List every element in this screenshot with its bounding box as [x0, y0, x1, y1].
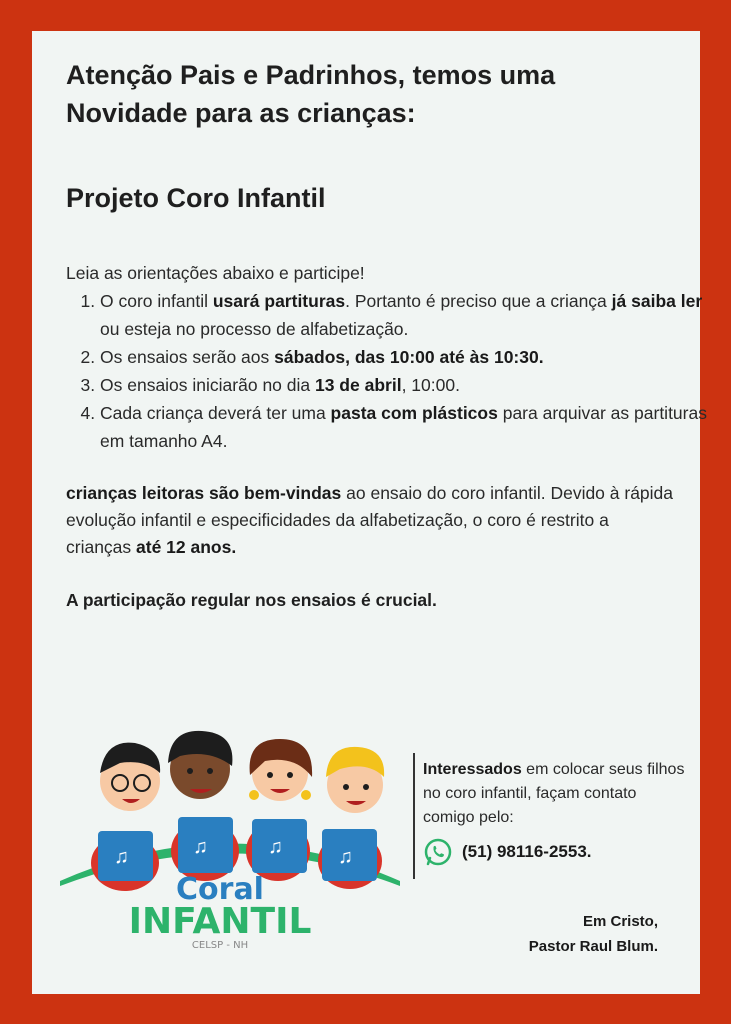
- rule-item: 1. O coro infantil usará partituras. Portanto é preciso que a criança já saiba ler ou esteja no processo de alfabetização.: [100, 287, 710, 343]
- intro-text: Leia as orientações abaixo e participe!: [66, 263, 365, 283]
- svg-text:♫: ♫: [268, 836, 283, 858]
- kid-figure-1: [91, 743, 160, 891]
- logo-line-3: CELSP - NH: [191, 940, 249, 951]
- logo-line-2: INFANTIL: [128, 901, 312, 942]
- svg-text:♫: ♫: [338, 846, 353, 868]
- signature-line-2: Pastor Raul Blum.: [528, 938, 658, 955]
- signature: [529, 909, 658, 959]
- kid-figure-2: [168, 731, 239, 881]
- divider: [413, 753, 415, 879]
- kid-figure-3: [246, 739, 312, 881]
- phone-number[interactable]: (51) 98116-2553.: [462, 842, 592, 861]
- note-paragraph: crianças leitoras são bem-vindas ao ensaio do coro infantil. Devido à rápida evolução infantil e especificidades da alfabetização, o coro é restrito a crianças até 12 anos.: [66, 483, 674, 557]
- signature-line-1: Em Cristo,: [582, 913, 658, 930]
- rules-list: [66, 287, 710, 455]
- coral-infantil-logo: [50, 711, 410, 951]
- logo-line-1: Coral: [176, 872, 264, 907]
- rule-item: 4. Cada criança deverá ter uma pasta com plásticos para arquivar as partituras em tamanho A4.: [100, 399, 710, 455]
- rule-item: 2. Os ensaios serão aos sábados, das 10:00 até às 10:30.: [100, 343, 710, 371]
- phone-row: [423, 837, 592, 867]
- kid-figure-4: [318, 747, 384, 889]
- whatsapp-icon: [423, 837, 453, 867]
- rule-item: 3. Os ensaios iniciarão no dia 13 de abril, 10:00.: [100, 371, 710, 399]
- page-title: Atenção Pais e Padrinhos, temos uma Novidade para as crianças:: [66, 60, 556, 128]
- crucial-note: A participação regular nos ensaios é crucial.: [66, 590, 437, 610]
- contact-text: Interessados em colocar seus filhos no coro infantil, façam contato comigo pelo:: [423, 761, 685, 826]
- svg-text:♫: ♫: [114, 846, 129, 868]
- flyer-card: [32, 31, 707, 994]
- project-title: Projeto Coro Infantil: [66, 183, 326, 213]
- svg-text:♫: ♫: [193, 836, 208, 858]
